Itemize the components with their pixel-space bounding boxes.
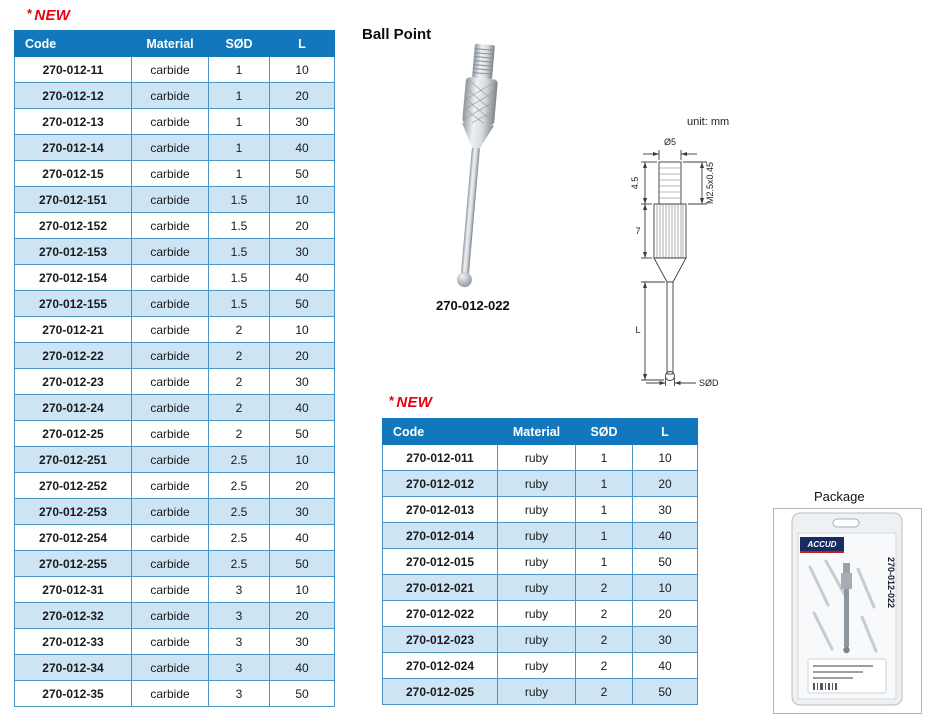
value-cell: 40 [270, 395, 335, 421]
code-cell: 270-012-254 [15, 525, 132, 551]
code-cell: 270-012-152 [15, 213, 132, 239]
table-row [383, 497, 698, 523]
value-cell: 1 [209, 109, 270, 135]
code-cell: 270-012-14 [15, 135, 132, 161]
code-cell: 270-012-35 [15, 681, 132, 707]
value-cell: 30 [270, 369, 335, 395]
value-cell: carbide [132, 213, 209, 239]
code-cell: 270-012-15 [15, 161, 132, 187]
table-row [383, 575, 698, 601]
value-cell: 2 [576, 575, 633, 601]
value-cell: 30 [633, 497, 698, 523]
value-cell: carbide [132, 265, 209, 291]
value-cell: 30 [633, 627, 698, 653]
value-cell: 2 [576, 601, 633, 627]
table-row [15, 681, 335, 707]
new-badge-ruby [389, 393, 432, 411]
value-cell: carbide [132, 187, 209, 213]
value-cell: 2 [209, 369, 270, 395]
value-cell: 40 [270, 655, 335, 681]
code-cell: 270-012-23 [15, 369, 132, 395]
dim-label-top-length: 4.5 [630, 176, 640, 190]
value-cell: ruby [498, 627, 576, 653]
table-row [15, 83, 335, 109]
stylus-photo [418, 40, 530, 296]
stylus-caption: 270-012-022 [436, 298, 510, 313]
table-row [15, 161, 335, 187]
table-row [15, 369, 335, 395]
value-cell: 10 [270, 577, 335, 603]
code-cell: 270-012-252 [15, 473, 132, 499]
value-cell: 1 [576, 471, 633, 497]
value-cell: carbide [132, 109, 209, 135]
code-cell: 270-012-251 [15, 447, 132, 473]
table-row [15, 343, 335, 369]
value-cell: ruby [498, 445, 576, 471]
value-cell: 1.5 [209, 291, 270, 317]
value-cell: 30 [270, 239, 335, 265]
new-text: NEW [396, 394, 433, 411]
package-photo [773, 508, 922, 714]
value-cell: 10 [633, 445, 698, 471]
code-cell: 270-012-255 [15, 551, 132, 577]
value-cell: ruby [498, 653, 576, 679]
table-header-row [15, 31, 335, 57]
value-cell: carbide [132, 343, 209, 369]
value-cell: 2.5 [209, 473, 270, 499]
table-row [383, 653, 698, 679]
table-row [15, 421, 335, 447]
value-cell: 10 [270, 187, 335, 213]
code-cell: 270-012-015 [383, 549, 498, 575]
value-cell: 1.5 [209, 265, 270, 291]
ruby-specs-table [382, 418, 698, 705]
value-cell: ruby [498, 497, 576, 523]
table-row [15, 447, 335, 473]
value-cell: carbide [132, 577, 209, 603]
value-cell: ruby [498, 575, 576, 601]
value-cell: 50 [270, 551, 335, 577]
value-cell: 3 [209, 629, 270, 655]
value-cell: 50 [270, 421, 335, 447]
value-cell: 2 [576, 653, 633, 679]
package-drawing [774, 509, 919, 711]
new-star: * [389, 393, 395, 408]
code-cell: 270-012-34 [15, 655, 132, 681]
code-cell: 270-012-013 [383, 497, 498, 523]
table-row [383, 627, 698, 653]
value-cell: carbide [132, 239, 209, 265]
code-cell: 270-012-33 [15, 629, 132, 655]
value-cell: 40 [633, 653, 698, 679]
code-cell: 270-012-151 [15, 187, 132, 213]
value-cell: 3 [209, 577, 270, 603]
value-cell: 3 [209, 681, 270, 707]
value-cell: carbide [132, 525, 209, 551]
value-cell: 2 [576, 627, 633, 653]
code-cell: 270-012-023 [383, 627, 498, 653]
value-cell: 2.5 [209, 551, 270, 577]
table-row [383, 471, 698, 497]
table-row [383, 445, 698, 471]
value-cell: 40 [270, 525, 335, 551]
table-row [383, 601, 698, 627]
value-cell: 20 [270, 213, 335, 239]
column-header: Material [498, 419, 576, 445]
value-cell: 2 [209, 395, 270, 421]
value-cell: 10 [270, 447, 335, 473]
table-row [15, 317, 335, 343]
dim-label-diameter: Ø5 [663, 137, 677, 147]
section-title: Ball Point [362, 26, 432, 43]
table-row [15, 551, 335, 577]
table-row [15, 629, 335, 655]
code-cell: 270-012-012 [383, 471, 498, 497]
column-header: L [270, 31, 335, 57]
dimension-diagram [612, 132, 747, 400]
value-cell: 1.5 [209, 213, 270, 239]
value-cell: 20 [633, 471, 698, 497]
value-cell: carbide [132, 161, 209, 187]
column-header: Code [15, 31, 132, 57]
code-cell: 270-012-12 [15, 83, 132, 109]
value-cell: 1 [576, 497, 633, 523]
value-cell: 1 [209, 57, 270, 83]
value-cell: ruby [498, 471, 576, 497]
value-cell: 50 [633, 549, 698, 575]
value-cell: carbide [132, 369, 209, 395]
value-cell: carbide [132, 473, 209, 499]
value-cell: carbide [132, 447, 209, 473]
value-cell: carbide [132, 551, 209, 577]
value-cell: 50 [270, 291, 335, 317]
value-cell: carbide [132, 395, 209, 421]
table-row [15, 473, 335, 499]
value-cell: 2 [576, 679, 633, 705]
value-cell: 40 [270, 135, 335, 161]
value-cell: carbide [132, 655, 209, 681]
table-row [15, 239, 335, 265]
value-cell: 20 [270, 473, 335, 499]
value-cell: 10 [270, 57, 335, 83]
dim-label-shaft-length: L [635, 325, 641, 335]
table-row [15, 603, 335, 629]
code-cell: 270-012-13 [15, 109, 132, 135]
value-cell: carbide [132, 421, 209, 447]
value-cell: ruby [498, 549, 576, 575]
brand-logo: ACCUD [807, 540, 837, 549]
new-star: * [27, 6, 33, 21]
value-cell: carbide [132, 317, 209, 343]
code-cell: 270-012-021 [383, 575, 498, 601]
column-header: Code [383, 419, 498, 445]
value-cell: 50 [270, 161, 335, 187]
code-cell: 270-012-011 [383, 445, 498, 471]
column-header: SØD [576, 419, 633, 445]
new-text: NEW [34, 7, 71, 24]
code-cell: 270-012-24 [15, 395, 132, 421]
value-cell: 1 [209, 83, 270, 109]
unit-label: unit: mm [687, 116, 730, 128]
code-cell: 270-012-31 [15, 577, 132, 603]
value-cell: carbide [132, 135, 209, 161]
table-row [15, 57, 335, 83]
code-cell: 270-012-155 [15, 291, 132, 317]
carbide-specs-table [14, 30, 335, 707]
table-row [15, 655, 335, 681]
value-cell: carbide [132, 83, 209, 109]
code-cell: 270-012-11 [15, 57, 132, 83]
code-cell: 270-012-32 [15, 603, 132, 629]
code-cell: 270-012-025 [383, 679, 498, 705]
value-cell: 1 [576, 445, 633, 471]
value-cell: carbide [132, 57, 209, 83]
code-cell: 270-012-024 [383, 653, 498, 679]
value-cell: 50 [270, 681, 335, 707]
new-badge-carbide [27, 6, 70, 24]
value-cell: carbide [132, 499, 209, 525]
code-cell: 270-012-154 [15, 265, 132, 291]
value-cell: 2 [209, 317, 270, 343]
column-header: L [633, 419, 698, 445]
value-cell: 30 [270, 499, 335, 525]
value-cell: 20 [633, 601, 698, 627]
value-cell: 2.5 [209, 447, 270, 473]
value-cell: 1.5 [209, 187, 270, 213]
table-row [15, 499, 335, 525]
value-cell: 30 [270, 109, 335, 135]
value-cell: carbide [132, 681, 209, 707]
value-cell: 1 [576, 549, 633, 575]
value-cell: 2.5 [209, 525, 270, 551]
value-cell: ruby [498, 523, 576, 549]
code-cell: 270-012-21 [15, 317, 132, 343]
value-cell: 30 [270, 629, 335, 655]
table-header-row [383, 419, 698, 445]
value-cell: 20 [270, 603, 335, 629]
value-cell: 3 [209, 655, 270, 681]
table-row [15, 135, 335, 161]
value-cell: 10 [270, 317, 335, 343]
value-cell: carbide [132, 603, 209, 629]
value-cell: carbide [132, 291, 209, 317]
value-cell: 1 [209, 161, 270, 187]
package-label: Package [814, 489, 865, 504]
table-row [15, 525, 335, 551]
code-cell: 270-012-25 [15, 421, 132, 447]
table-row [15, 265, 335, 291]
table-row [15, 213, 335, 239]
value-cell: 1 [209, 135, 270, 161]
value-cell: 2 [209, 421, 270, 447]
value-cell: 20 [270, 343, 335, 369]
table-row [15, 395, 335, 421]
table-row [15, 187, 335, 213]
code-cell: 270-012-253 [15, 499, 132, 525]
dimension-diagram-drawing [612, 132, 747, 400]
code-cell: 270-012-014 [383, 523, 498, 549]
column-header: Material [132, 31, 209, 57]
table-row [383, 679, 698, 705]
table-row [15, 109, 335, 135]
value-cell: 10 [633, 575, 698, 601]
value-cell: 2.5 [209, 499, 270, 525]
table-row [15, 291, 335, 317]
value-cell: 3 [209, 603, 270, 629]
value-cell: ruby [498, 679, 576, 705]
value-cell: 1 [576, 523, 633, 549]
code-cell: 270-012-22 [15, 343, 132, 369]
dim-label-thread: M2.5x0.45 [705, 161, 715, 205]
stylus-photo-drawing [418, 40, 530, 296]
column-header: SØD [209, 31, 270, 57]
value-cell: 1.5 [209, 239, 270, 265]
table-row [15, 577, 335, 603]
dim-label-mid-length: 7 [635, 226, 641, 236]
value-cell: 20 [270, 83, 335, 109]
value-cell: 40 [633, 523, 698, 549]
code-cell: 270-012-153 [15, 239, 132, 265]
table-row [383, 549, 698, 575]
package-code-vertical: 270-012-022 [886, 557, 896, 609]
value-cell: 40 [270, 265, 335, 291]
table-row [383, 523, 698, 549]
value-cell: 2 [209, 343, 270, 369]
value-cell: 50 [633, 679, 698, 705]
dim-label-ball: SØD [699, 378, 719, 388]
value-cell: carbide [132, 629, 209, 655]
code-cell: 270-012-022 [383, 601, 498, 627]
value-cell: ruby [498, 601, 576, 627]
